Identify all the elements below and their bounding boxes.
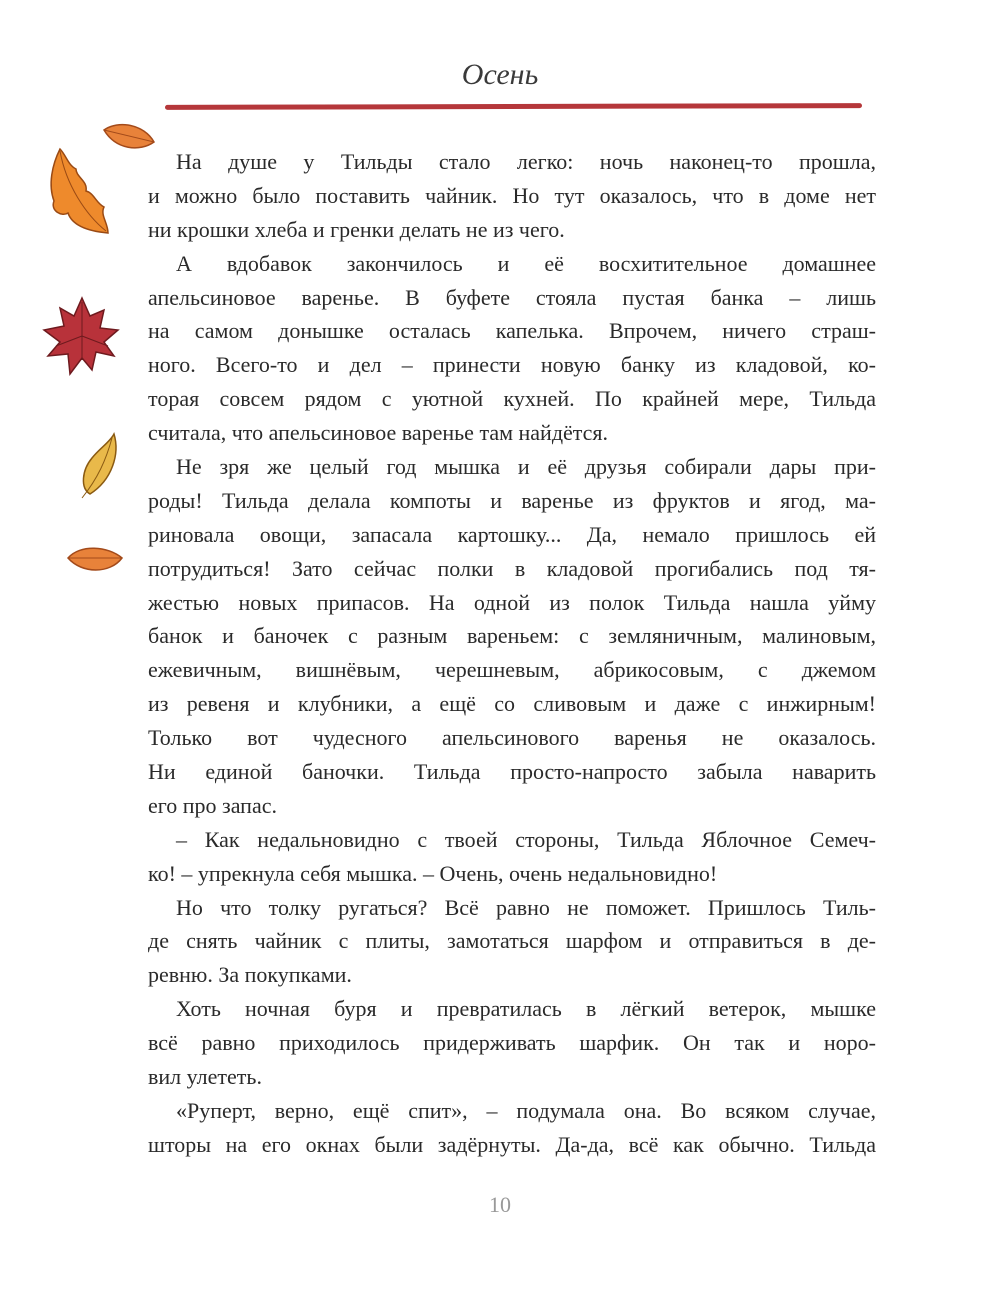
text-line: потрудиться! Зато сейчас полки в кладовой прогибались под тя- [148,555,876,581]
body-text [148,145,876,1162]
small-orange-leaf-icon [64,540,126,580]
maple-leaf-icon [42,296,122,380]
text-line: торая совсем рядом с уютной кухней. По крайней мере, Тильда [148,386,876,412]
text-line: ко! – упрекнула себя мышка. – Очень, очень недальновидно! [148,860,718,886]
text-line: ежевичным, вишнёвым, черешневым, абрикосовым, с джемом [148,657,876,683]
text-line: Но что толку ругаться? Всё равно не поможет. Пришлось Тиль- [176,894,876,920]
text-line: шторы на его окнах были задёрнуты. Да-да, всё как обычно. Тильда [148,1131,876,1157]
paragraph [148,1094,876,1162]
text-line: ного. Всего-то и дел – принести новую банку из кладовой, ко- [148,352,876,378]
text-line: ни крошки хлеба и гренки делать не из чего. [148,216,565,242]
text-line: считала, что апельсиновое варенье там найдётся. [148,420,609,446]
yellow-leaf-icon [76,430,122,502]
text-line: банок и баночек с разным вареньем: с земляничным, малиновым, [148,623,876,649]
paragraph [148,992,876,1094]
paragraph [148,145,876,247]
text-line: вил улететь. [148,1064,262,1090]
text-line: апельсиновое варенье. В буфете стояла пустая банка – лишь [148,284,876,310]
text-line: риновала овощи, запасала картошку... Да, немало пришлось ей [148,521,876,547]
text-line: жестью новых припасов. На одной из полок Тильда нашла уйму [148,589,876,615]
paragraph [148,823,876,891]
text-line: из ревеня и клубники, а ещё со сливовым и даже с инжирным! [148,691,876,717]
text-line: Ни единой баночки. Тильда просто-напросто забыла наварить [148,759,876,785]
text-line: Хоть ночная буря и превратилась в лёгкий ветерок, мышке [176,996,876,1022]
text-line: – Как недальновидно с твоей стороны, Тильда Яблочное Семеч- [176,826,876,852]
oak-leaf-icon [46,145,112,237]
paragraph [148,891,876,993]
text-line: всё равно приходилось придерживать шарфик. Он так и норо- [148,1030,876,1056]
text-line: А вдобавок закончилось и её восхитительное домашнее [176,250,876,276]
text-line: де снять чайник с плиты, замотаться шарфом и отправиться в де- [148,928,876,954]
text-line: Только вот чудесного апельсинового варенья не оказалось. [148,725,876,751]
paragraph [148,247,876,450]
text-line: и можно было поставить чайник. Но тут оказалось, что в доме нет [148,182,876,208]
text-line: Не зря же целый год мышка и её друзья собирали дары при- [176,454,876,480]
text-line: На душе у Тильды стало легко: ночь наконец-то прошла, [176,149,876,174]
chapter-title: Осень [461,58,539,91]
text-line: «Руперт, верно, ещё спит», – подумала она. Во всяком случае, [176,1097,876,1123]
page-number: 10 [489,1192,511,1217]
text-line: роды! Тильда делала компоты и варенье из фруктов и ягод, ма- [148,487,876,513]
text-line: ревню. За покупками. [148,962,352,988]
title-divider [165,103,862,110]
text-line: на самом донышке осталась капелька. Впрочем, ничего страш- [148,318,876,344]
paragraph [148,450,876,823]
text-line: его про запас. [148,792,277,818]
